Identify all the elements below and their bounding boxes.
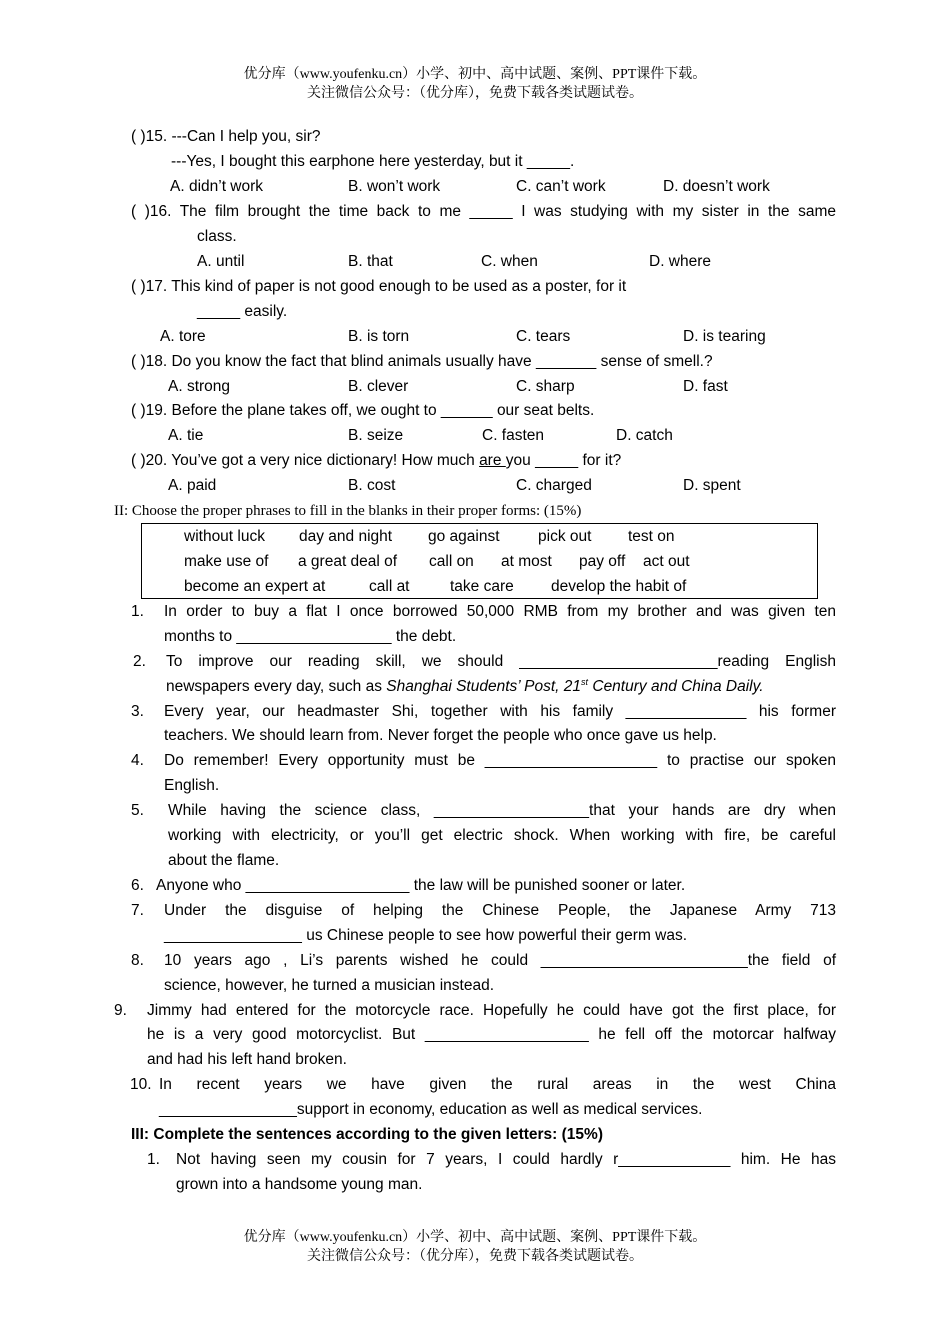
phrase-test-on: test on [628,528,675,545]
item-5-line-2: working with electricity, or you’ll get electric shock. When working with fire, be careful [168,827,836,844]
item-8-line-1: 10 years ago , Li’s parents wished he could ________________________the field of [164,952,836,969]
question-18-stem: ( )18. Do you know the fact that blind animals usually have _______ sense of smell.? [131,353,713,370]
section-2-title: II: Choose the proper phrases to fill in the blanks in their proper forms: (15%) [114,503,582,519]
item-7-line-1: Under the disguise of helping the Chinese People, the Japanese Army 713 [164,902,836,919]
item-2-line-1: To improve our reading skill, we should _______________________reading English [166,653,836,670]
q17-option-b: B. is torn [348,328,410,345]
item-2-superscript: st [581,676,589,687]
item-5-line-3: about the flame. [168,852,280,869]
header-line-2: 关注微信公众号：（优分库），免费下载各类试题试卷。 [307,86,643,101]
q16-option-d: D. where [649,253,712,270]
item-9-number: 9. [114,1002,127,1019]
q20-stem-part-b: you _____ for it? [505,452,622,469]
question-20-stem [131,451,621,471]
item-10-line-1: In recent years we have given the rural areas in the west China [159,1076,836,1093]
header-line-1: 优分库（www.youfenku.cn）小学、初中、高中试题、案例、PPT课件下载。 [243,67,707,82]
item-10-line-2: ________________support in economy, education as well as medical services. [159,1101,703,1118]
q17-option-a: A. tore [160,328,206,345]
item-4-line-1: Do remember! Every opportunity must be ____________________ to practise our spoken [164,752,836,769]
q18-option-c: C. sharp [516,378,575,395]
q16-option-c: C. when [481,253,538,270]
q19-option-b: B. seize [348,427,404,444]
item-7-line-2: ________________ us Chinese people to see how powerful their germ was. [164,927,688,944]
q19-option-a: A. tie [168,427,204,444]
q17-option-c: C. tears [516,328,571,345]
item-1-line-2: months to __________________ the debt. [164,628,457,645]
phrase-go-against: go against [428,528,500,545]
item-3-line-2: teachers. We should learn from. Never forget the people who once gave us help. [164,727,717,744]
item-9-line-3: and had his left hand broken. [147,1051,347,1068]
q17-option-d: D. is tearing [683,328,766,345]
question-15-stem-2: ---Yes, I bought this earphone here yesterday, but it _____. [171,153,575,170]
section-3-item-1-number: 1. [147,1151,160,1168]
phrase-pay-off: pay off [579,553,626,570]
phrase-day-and-night: day and night [299,528,393,545]
question-19-stem: ( )19. Before the plane takes off, we ought to ______ our seat belts. [131,402,595,419]
item-4-line-2: English. [164,777,220,794]
item-3-line-1: Every year, our headmaster Shi, together with his family ______________ his former [164,703,836,720]
q19-option-c: C. fasten [482,427,545,444]
q18-option-b: B. clever [348,378,409,395]
q15-option-d: D. doesn’t work [663,178,770,195]
footer-line-2: 关注微信公众号：（优分库），免费下载各类试题试卷。 [307,1249,643,1264]
phrase-take-care: take care [450,578,514,595]
question-17-stem: ( )17. This kind of paper is not good enough to be used as a poster, for it [131,278,627,295]
q20-option-d: D. spent [683,477,741,494]
q16-option-b: B. that [348,253,393,270]
phrase-at-most: at most [501,553,552,570]
item-6-number: 6. [131,877,144,894]
phrase-act-out: act out [643,553,690,570]
item-5-line-1: While having the science class, __________________that your hands are dry when [168,802,836,819]
q20-option-a: A. paid [168,477,217,494]
item-2-line-2-text: newspapers every day, such as [166,678,387,695]
item-7-number: 7. [131,902,144,919]
q18-option-a: A. strong [168,378,231,395]
item-4-number: 4. [131,752,144,769]
item-3-number: 3. [131,703,144,720]
item-2-number: 2. [133,653,146,670]
item-9-line-1: Jimmy had entered for the motorcycle race. Hopefully he could have got the first place, for [147,1002,836,1019]
question-17-stem-2: _____ easily. [197,303,288,320]
item-8-number: 8. [131,952,144,969]
question-16-stem-2: class. [197,228,237,245]
section-3-item-1-line-1: Not having seen my cousin for 7 years, I could hardly r_____________ him. He has [176,1151,836,1168]
item-10-number: 10. [130,1076,152,1093]
q20-option-b: B. cost [348,477,396,494]
phrase-make-use-of: make use of [184,553,269,570]
phrase-a-great-deal-of: a great deal of [298,553,398,570]
phrase-without-luck: without luck [184,528,265,545]
phrase-develop-the-habit-of: develop the habit of [551,578,687,595]
question-16-stem: ( )16. The film brought the time back to me _____ I was studying with my sister in the same [131,203,836,220]
item-9-line-2: he is a very good motorcyclist. But ___________________ he fell off the motorcar halfway [147,1026,836,1043]
q18-option-d: D. fast [683,378,728,395]
q20-option-c: C. charged [516,477,592,494]
item-1-line-1: In order to buy a flat I once borrowed 50,000 RMB from my brother and was given ten [164,603,836,620]
phrase-call-on: call on [429,553,474,570]
q15-option-b: B. won’t work [348,178,441,195]
q15-option-a: A. didn’t work [170,178,264,195]
question-15-stem: ( )15. ---Can I help you, sir? [131,128,321,145]
q15-option-c: C. can’t work [516,178,606,195]
item-2-newspaper-name: Shanghai Students’ Post, 21 [386,678,582,695]
item-6-line-1: Anyone who ___________________ the law will be punished sooner or later. [156,877,686,894]
q19-option-d: D. catch [616,427,673,444]
item-5-number: 5. [131,802,144,819]
item-8-line-2: science, however, he turned a musician instead. [164,977,494,994]
phrase-become-an-expert-at: become an expert at [184,578,326,595]
item-2-line-2 [166,677,764,697]
phrase-pick-out: pick out [538,528,592,545]
q20-stem-underlined: are [479,452,506,469]
q20-stem-part-a: ( )20. You’ve got a very nice dictionary! How much [131,452,480,469]
section-3-item-1-line-2: grown into a handsome young man. [176,1176,423,1193]
footer-line-1: 优分库（www.youfenku.cn）小学、初中、高中试题、案例、PPT课件下载。 [243,1230,707,1245]
section-3-title: III: Complete the sentences according to the given letters: (15%) [131,1126,603,1143]
phrase-call-at: call at [369,578,410,595]
item-1-number: 1. [131,603,144,620]
q16-option-a: A. until [197,253,245,270]
item-2-newspaper-rest: Century and China Daily. [588,678,764,695]
